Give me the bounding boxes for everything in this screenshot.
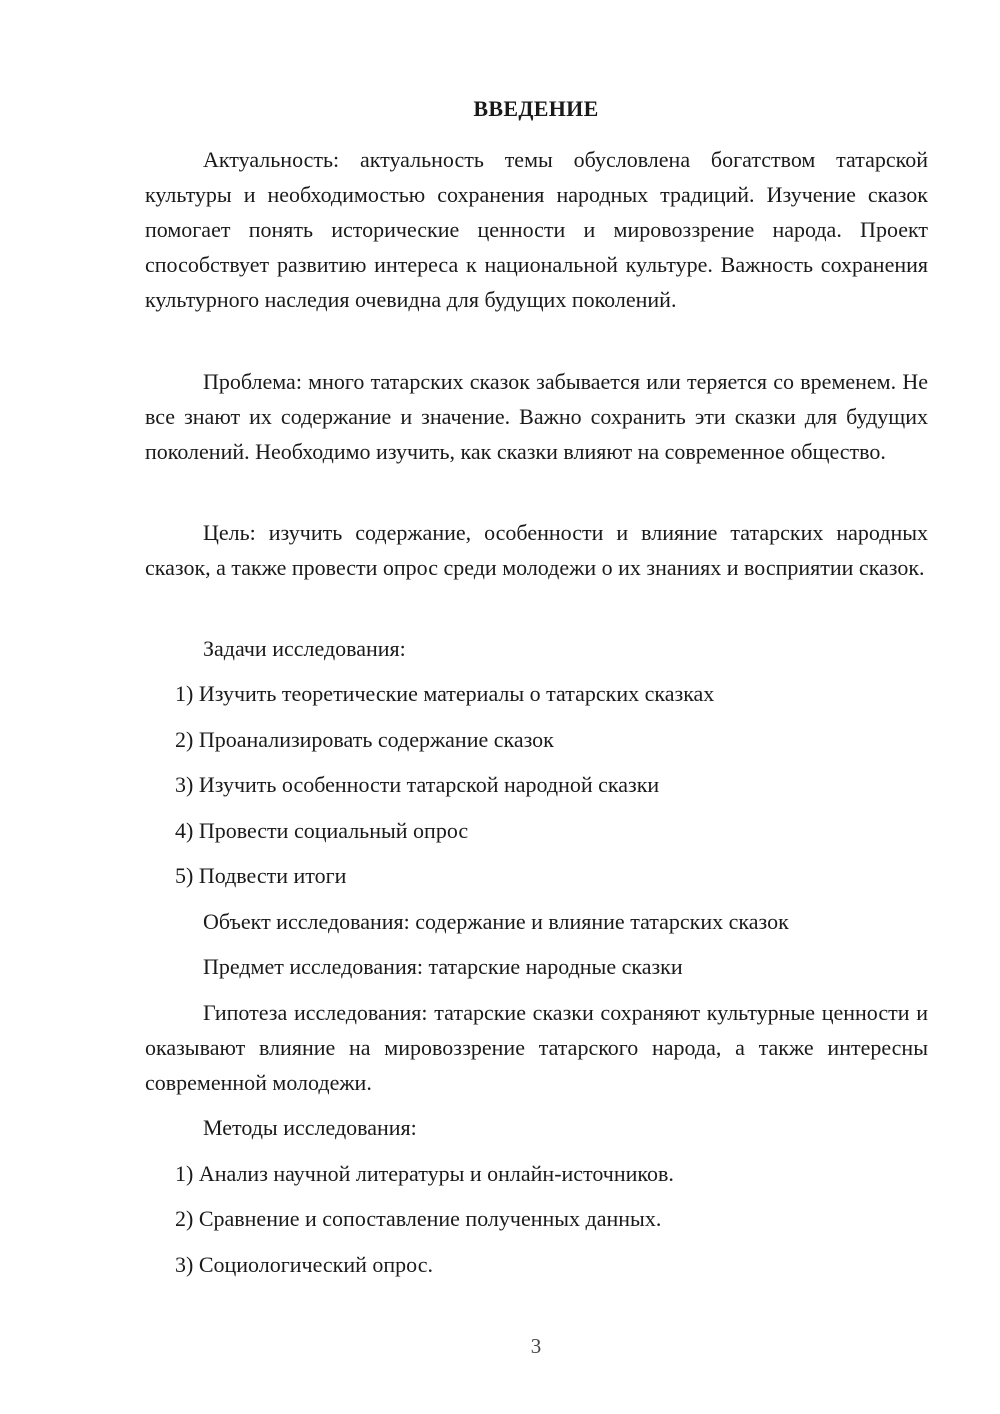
page-title: ВВЕДЕНИЕ (473, 96, 599, 121)
research-subject: Предмет исследования: татарские народные сказки (203, 954, 683, 979)
problem-text: Проблема: много татарских сказок забывается или теряется со временем. Не все знают их содержание и значение. Важно сохранить эти сказки для будущих поколений. Необходимо изучить, как сказки влияют на современное общество. (145, 369, 928, 464)
method-item: 3) Социологический опрос. (175, 1252, 433, 1277)
relevance-text: Актуальность: актуальность темы обусловлена богатством татарской культуры и необходимостью сохранения народных традиций. Изучение сказок помогает понять исторические ценности и мировоззрение народа. Проект способствует развитию интереса к национальной культуре. Важность сохранения культурного наследия очевидна для будущих поколений. (145, 147, 928, 312)
method-item: 1) Анализ научной литературы и онлайн-источников. (175, 1161, 674, 1186)
goal-paragraph (145, 515, 928, 585)
goal-text: Цель: изучить содержание, особенности и влияние татарских народных сказок, а также провести опрос среди молодежи о их знаниях и восприятии сказок. (145, 520, 928, 580)
task-item: 4) Провести социальный опрос (175, 818, 469, 843)
research-object: Объект исследования: содержание и влияние татарских сказок (203, 909, 789, 934)
method-item: 2) Сравнение и сопоставление полученных данных. (175, 1206, 662, 1231)
task-item: 3) Изучить особенности татарской народной сказки (175, 772, 660, 797)
task-item: 5) Подвести итоги (175, 863, 347, 888)
hypothesis-text: Гипотеза исследования: татарские сказки сохраняют культурные ценности и оказывают влияние на мировоззрение татарского народа, а также интересны современной молодежи. (145, 1000, 928, 1095)
tasks-title: Задачи исследования: (203, 636, 406, 661)
relevance-paragraph (145, 142, 928, 317)
page-number: 3 (530, 1334, 542, 1358)
task-item: 2) Проанализировать содержание сказок (175, 727, 554, 752)
hypothesis-paragraph (145, 995, 928, 1100)
methods-title: Методы исследования: (203, 1115, 417, 1140)
problem-paragraph (145, 364, 928, 469)
task-item: 1) Изучить теоретические материалы о татарских сказках (175, 681, 715, 706)
